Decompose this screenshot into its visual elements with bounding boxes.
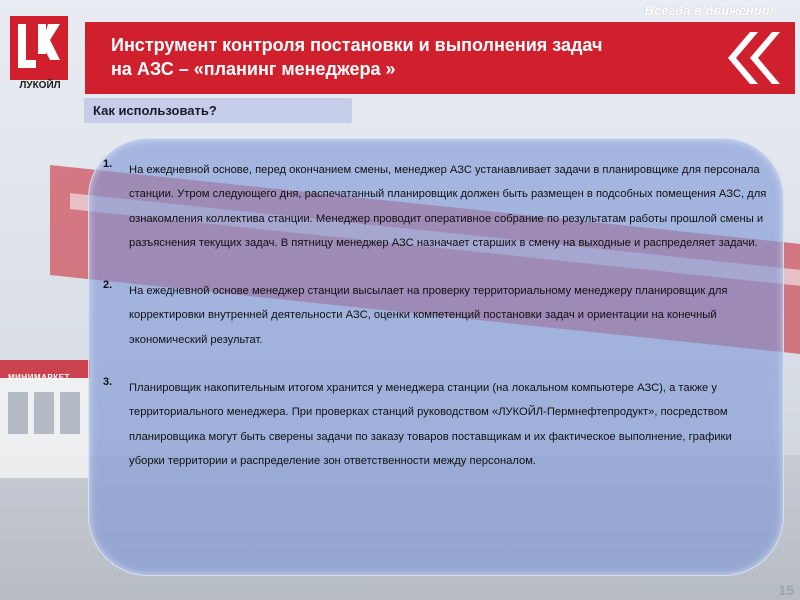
list-item: [103, 376, 768, 473]
item-text: Планировщик накопительным итогом хранится у менеджера станции (на локальном компьютере АЗС), а также у территориального менеджера. При проверках станций руководством «ЛУКОЙЛ-Пермнефтепродукт», посредством планировщика могут быть сверены задачи по заказу товаров поставщикам и их фактическое выполнение, графики уборки территории и распределение зон ответственности между персоналом.: [129, 382, 732, 467]
item-number: 3.: [103, 376, 113, 389]
chevrons-icon: [720, 28, 788, 88]
item-text: На ежедневной основе менеджер станции высылает на проверку территориальному менеджеру планировщик для корректировки внутренней деятельности АЗС, оценки компетенций постановки задач и ориентации на конечный экономический результат.: [129, 285, 728, 346]
item-number: 1.: [103, 158, 113, 170]
shop-window: [60, 392, 80, 434]
slogan: Всегда в движении!: [644, 3, 774, 18]
shop-window: [8, 392, 28, 434]
page-number: 15: [778, 582, 794, 598]
item-text: На ежедневной основе, перед окончанием смены, менеджер АЗС устанавливает задачи в планировщике для персонала станции. Утром следующего дня, распечатанный планировщик должен быть размещен в подсобных помещения АЗС, для ознакомления коллектива станции. Менеджер проводит оперативное собрание по результатам работы прошлой смены и разъяснения текущих задач. В пятницу менеджер АЗС назначает старших в смену на выходные и распределяет задачи.: [129, 164, 767, 249]
title-line-1: Инструмент контроля постановки и выполнения задач: [111, 35, 603, 55]
item-number: 2.: [103, 279, 113, 292]
title-line-2: на АЗС – «планинг менеджера »: [111, 59, 396, 79]
page-title: [111, 33, 701, 81]
logo-text: ЛУКОЙЛ: [19, 80, 61, 91]
shop-window: [34, 392, 54, 434]
list-item: [103, 279, 768, 352]
list-item: [103, 158, 768, 255]
instruction-list: [103, 158, 768, 497]
section-label: Как использовать?: [93, 103, 217, 118]
minimarket-sign: МИНИМАРКЕТ: [8, 373, 70, 382]
lukoil-logo-icon: [10, 16, 68, 80]
